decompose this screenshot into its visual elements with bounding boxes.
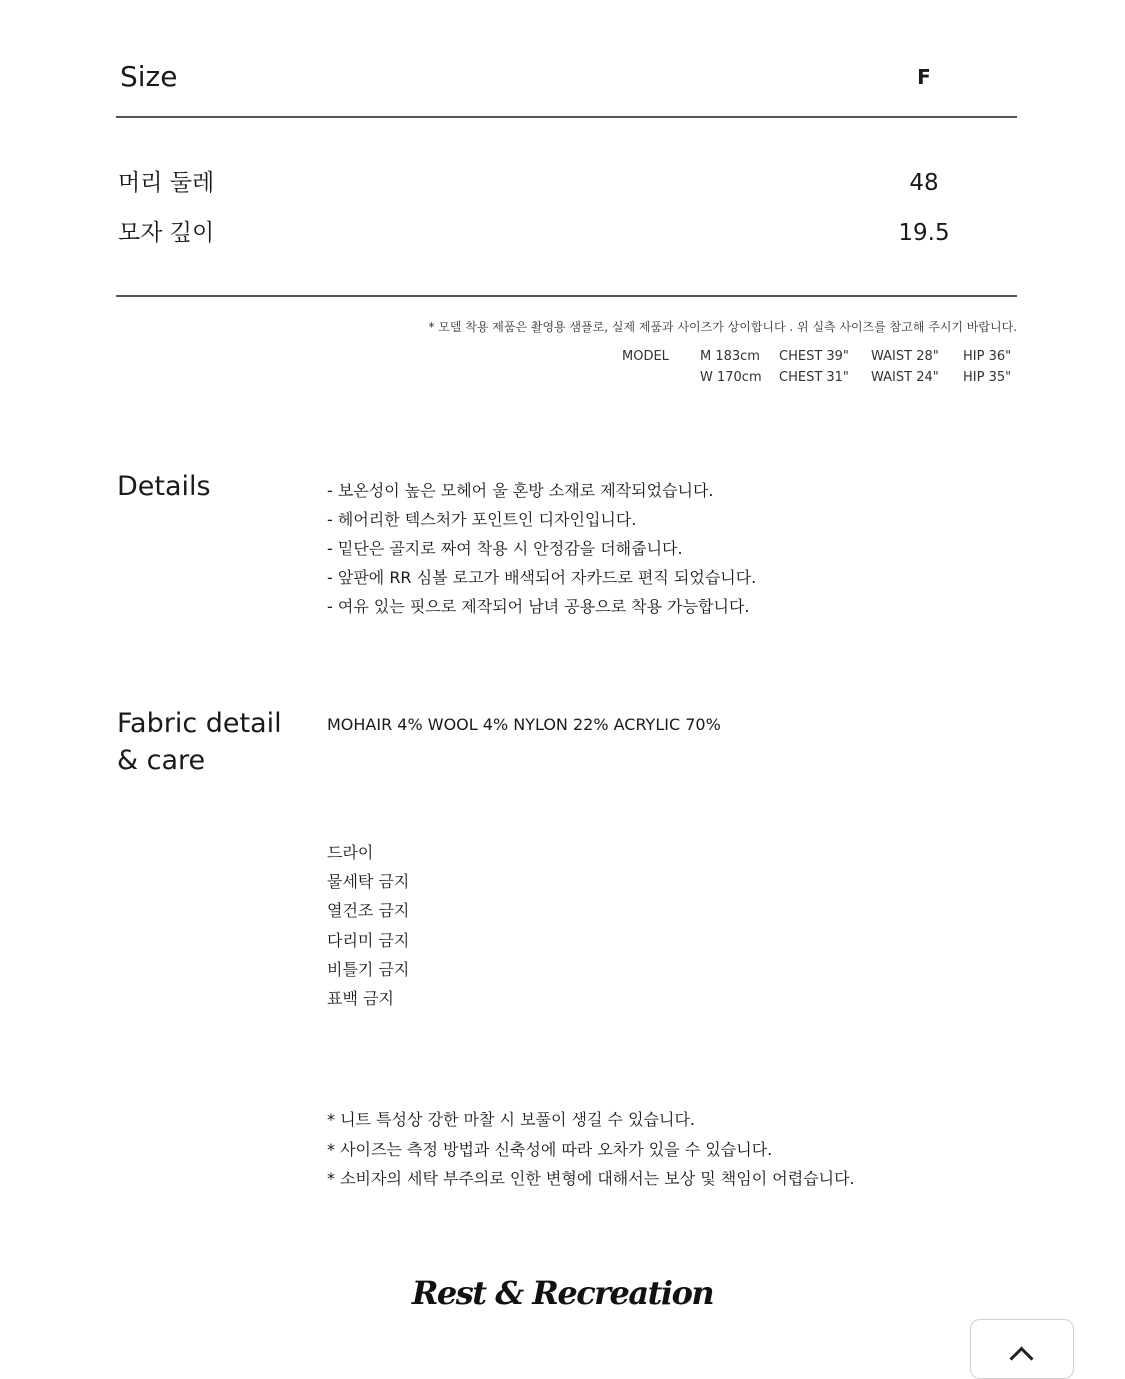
size-table-top-divider xyxy=(116,116,1017,118)
list-item: 비틀기 금지 xyxy=(327,959,410,979)
model-waist: WAIST 28" xyxy=(871,349,939,364)
details-list xyxy=(327,476,756,621)
model-label: MODEL xyxy=(622,349,669,364)
list-item: - 헤어리한 텍스처가 포인트인 디자인입니다. xyxy=(327,510,637,529)
model-hip: HIP 35" xyxy=(963,370,1012,385)
brand-logo: Rest & Recreation xyxy=(411,1274,714,1312)
fabric-title-line: Fabric detail xyxy=(117,708,282,739)
warning-list xyxy=(327,1105,855,1194)
list-item: 다리미 금지 xyxy=(327,930,410,950)
list-item: 열건조 금지 xyxy=(327,901,410,921)
details-title: Details xyxy=(117,471,211,502)
fabric-title xyxy=(117,705,307,779)
size-table-title: Size xyxy=(120,60,178,93)
model-height: W 170cm xyxy=(700,370,762,385)
list-item: 드라이 xyxy=(327,843,374,862)
scroll-top-button[interactable] xyxy=(970,1319,1074,1379)
model-waist: WAIST 24" xyxy=(871,370,939,385)
list-item: - 여유 있는 핏으로 제작되어 남녀 공용으로 착용 가능합니다. xyxy=(327,597,750,616)
list-item: - 밑단은 골지로 짜여 착용 시 안정감을 더해줍니다. xyxy=(327,539,683,558)
size-row-value: 48 xyxy=(909,170,939,196)
list-item: * 소비자의 세탁 부주의로 인한 변형에 대해서는 보상 및 책임이 어렵습니다. xyxy=(327,1169,855,1188)
list-item: - 앞판에 RR 심볼 로고가 배색되어 자카드로 편직 되었습니다. xyxy=(327,568,757,587)
list-item: - 보온성이 높은 모헤어 울 혼방 소재로 제작되었습니다. xyxy=(327,481,714,500)
size-table-bottom-divider xyxy=(116,295,1017,297)
size-column-header: F xyxy=(917,65,931,89)
size-row-label: 모자 깊이 xyxy=(118,220,215,246)
model-hip: HIP 36" xyxy=(963,349,1012,364)
size-row-label: 머리 둘레 xyxy=(118,170,215,196)
care-list xyxy=(327,838,409,1013)
fabric-composition: MOHAIR 4% WOOL 4% NYLON 22% ACRYLIC 70% xyxy=(327,715,721,734)
model-height: M 183cm xyxy=(700,349,760,364)
model-chest: CHEST 31" xyxy=(779,370,849,385)
fabric-title-line: & care xyxy=(117,745,206,776)
size-row-head-circumference xyxy=(118,163,1018,203)
list-item: 물세탁 금지 xyxy=(327,872,410,892)
list-item: 표백 금지 xyxy=(327,989,394,1009)
list-item: * 사이즈는 측정 방법과 신축성에 따라 오차가 있을 수 있습니다. xyxy=(327,1139,773,1159)
size-notice: * 모델 착용 제품은 촬영용 샘플로, 실제 제품과 사이즈가 상이합니다 . 위 실측 사이즈를 참고해 주시기 바랍니다. xyxy=(428,320,1017,334)
size-row-hat-depth xyxy=(118,213,1018,253)
size-row-value: 19.5 xyxy=(898,220,950,246)
list-item: * 니트 특성상 강한 마찰 시 보풀이 생길 수 있습니다. xyxy=(327,1110,695,1129)
model-chest: CHEST 39" xyxy=(779,349,849,364)
